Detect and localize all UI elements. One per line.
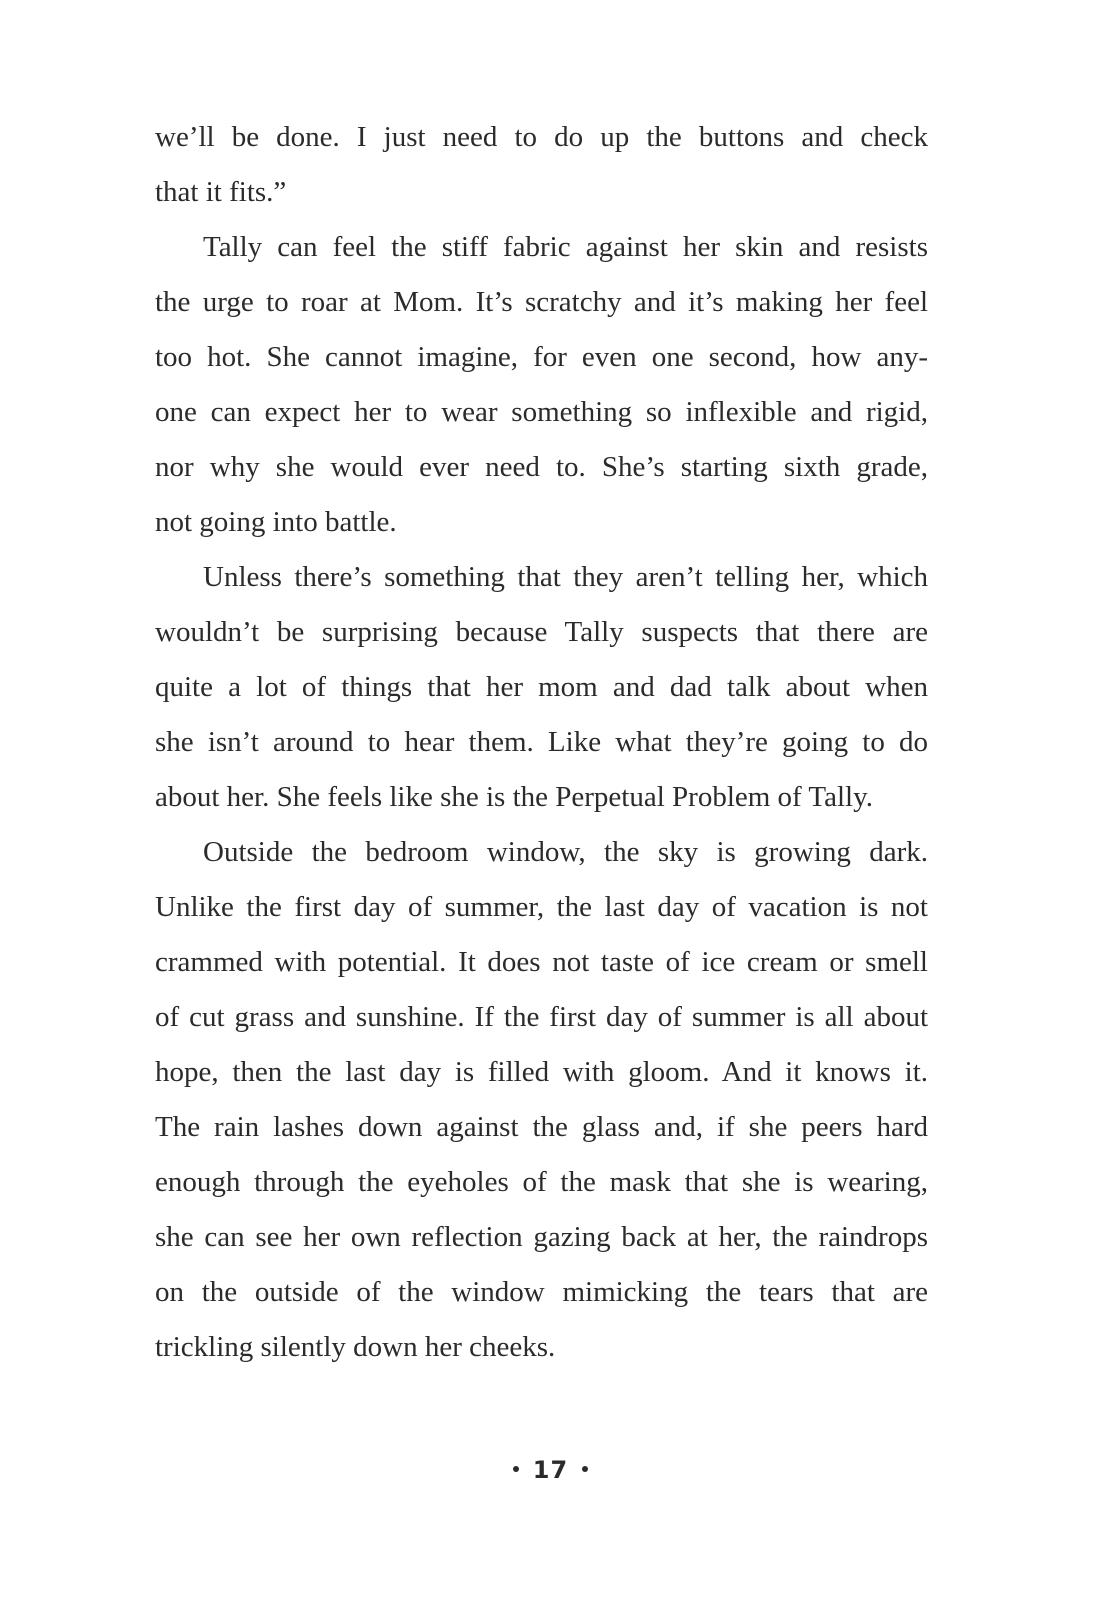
text-line: of cut grass and sunshine. If the first day of summer is all about: [155, 1001, 928, 1033]
page-number-footer: [0, 1456, 1101, 1484]
text-line: wouldn’t be surprising because Tally suspects that there are: [155, 616, 928, 648]
text-line: too hot. She cannot imagine, for even one second, how any-: [155, 341, 928, 373]
paragraph-first-line: Tally can feel the stiff fabric against her skin and resists: [203, 231, 928, 263]
text-line: crammed with potential. It does not taste of ice cream or smell: [155, 946, 928, 978]
text-line: that it fits.”: [155, 176, 287, 208]
text-line: one can expect her to wear something so inflexible and rigid,: [155, 396, 928, 428]
text-line: the urge to roar at Mom. It’s scratchy and it’s making her feel: [155, 286, 928, 318]
text-line: The rain lashes down against the glass and, if she peers hard: [155, 1111, 928, 1143]
bullet-dot-icon: [582, 1466, 588, 1472]
text-line: she can see her own reflection gazing back at her, the raindrops: [155, 1221, 928, 1253]
text-line: she isn’t around to hear them. Like what they’re going to do: [155, 726, 928, 758]
text-line: not going into battle.: [155, 506, 397, 538]
text-line: on the outside of the window mimicking the tears that are: [155, 1276, 928, 1308]
text-line: trickling silently down her cheeks.: [155, 1331, 556, 1363]
text-line: nor why she would ever need to. She’s starting sixth grade,: [155, 451, 928, 483]
bullet-dot-icon: [513, 1466, 519, 1472]
text-line: quite a lot of things that her mom and dad talk about when: [155, 671, 928, 703]
text-line: we’ll be done. I just need to do up the buttons and check: [155, 121, 928, 153]
text-line: Unlike the first day of summer, the last day of vacation is not: [155, 891, 928, 923]
text-line: enough through the eyeholes of the mask that she is wearing,: [155, 1166, 928, 1198]
paragraph-first-line: Unless there’s something that they aren’t telling her, which: [203, 561, 928, 593]
text-line: about her. She feels like she is the Perpetual Problem of Tally.: [155, 781, 873, 813]
page-number: 17: [532, 1456, 569, 1484]
paragraph-first-line: Outside the bedroom window, the sky is growing dark.: [203, 836, 928, 868]
body-text: [155, 110, 928, 1375]
text-line: hope, then the last day is filled with gloom. And it knows it.: [155, 1056, 928, 1088]
